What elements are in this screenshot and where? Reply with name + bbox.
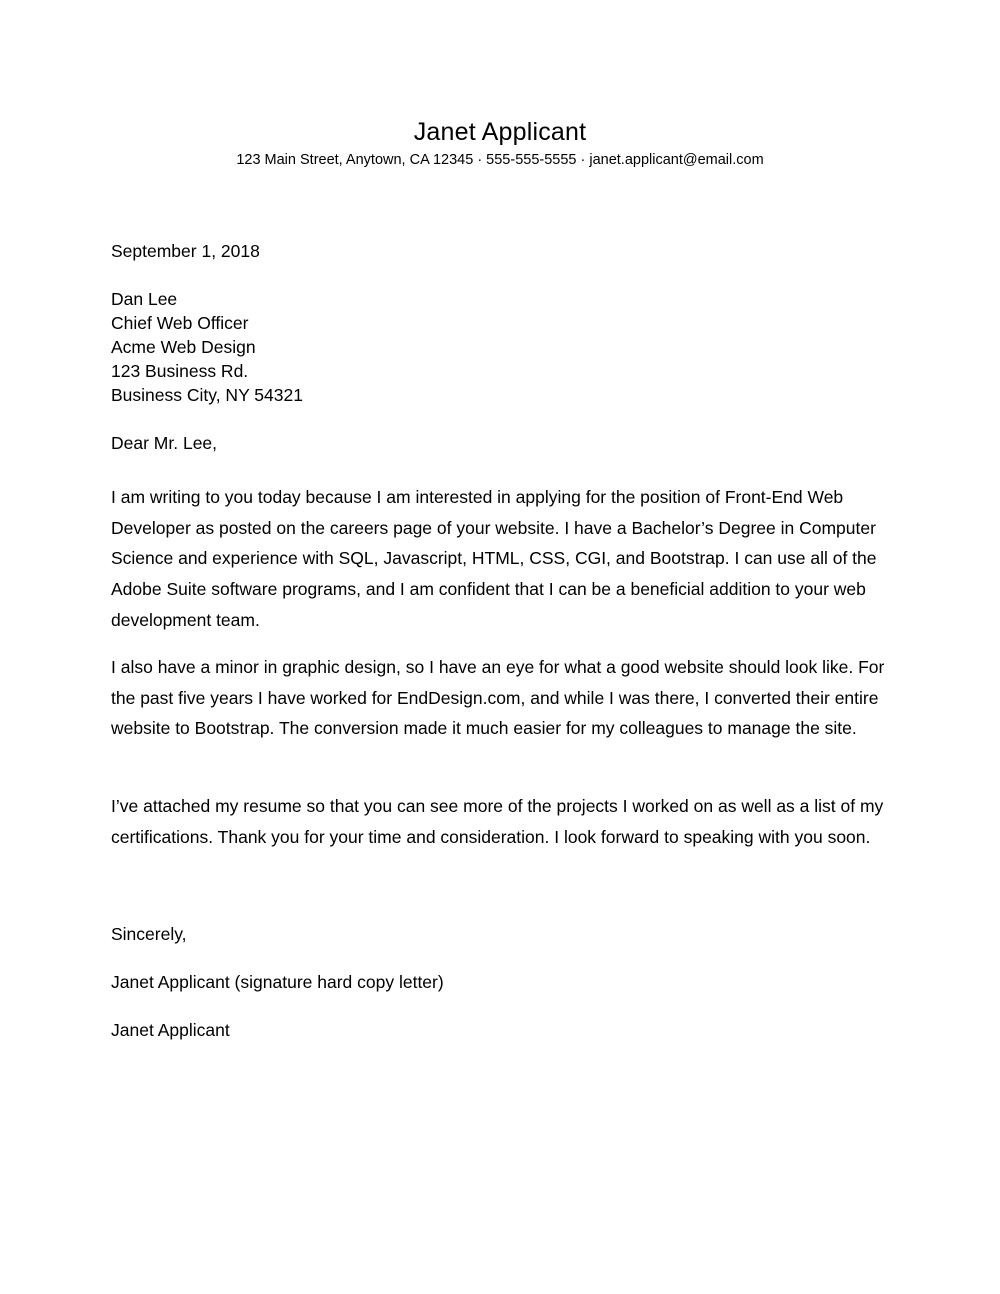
salutation: Dear Mr. Lee, [111,433,218,453]
recipient-street: 123 Business Rd. [111,361,249,381]
body-paragraph-3: I’ve attached my resume so that you can see more of the projects I worked on as well as a list of my certifications. Thank you for your time and consideration. I look forward to speaking with you soon. [111,796,884,847]
recipient-name: Dan Lee [111,289,178,309]
sender-contact-line: 123 Main Street, Anytown, CA 12345 · 555-555-5555 · janet.applicant@email.com [236,152,764,168]
letter-date: September 1, 2018 [111,241,260,261]
signature-note: Janet Applicant (signature hard copy letter) [111,972,444,992]
body-paragraph-1: I am writing to you today because I am interested in applying for the position of Front-End Web Developer as posted on the careers page of your website. I have a Bachelor’s Degree in Computer Science and experience with SQL, Javascript, HTML, CSS, CGI, and Bootstrap. I can use all of the Adobe Suite software programs, and I am confident that I can be a beneficial addition to your web development team. [111,487,877,630]
letterhead [0,116,1000,170]
recipient-company: Acme Web Design [111,337,256,357]
recipient-address-block [111,287,303,407]
recipient-title: Chief Web Officer [111,313,249,333]
signer-name: Janet Applicant [111,1020,230,1040]
sender-name: Janet Applicant [413,118,587,146]
closing: Sincerely, [111,924,187,944]
recipient-city: Business City, NY 54321 [111,385,303,405]
body-paragraph-2: I also have a minor in graphic design, so I have an eye for what a good website should look like. For the past five years I have worked for EndDesign.com, and while I was there, I converted their entire website to Bootstrap. The conversion made it much easier for my colleagues to manage the site. [111,657,885,739]
